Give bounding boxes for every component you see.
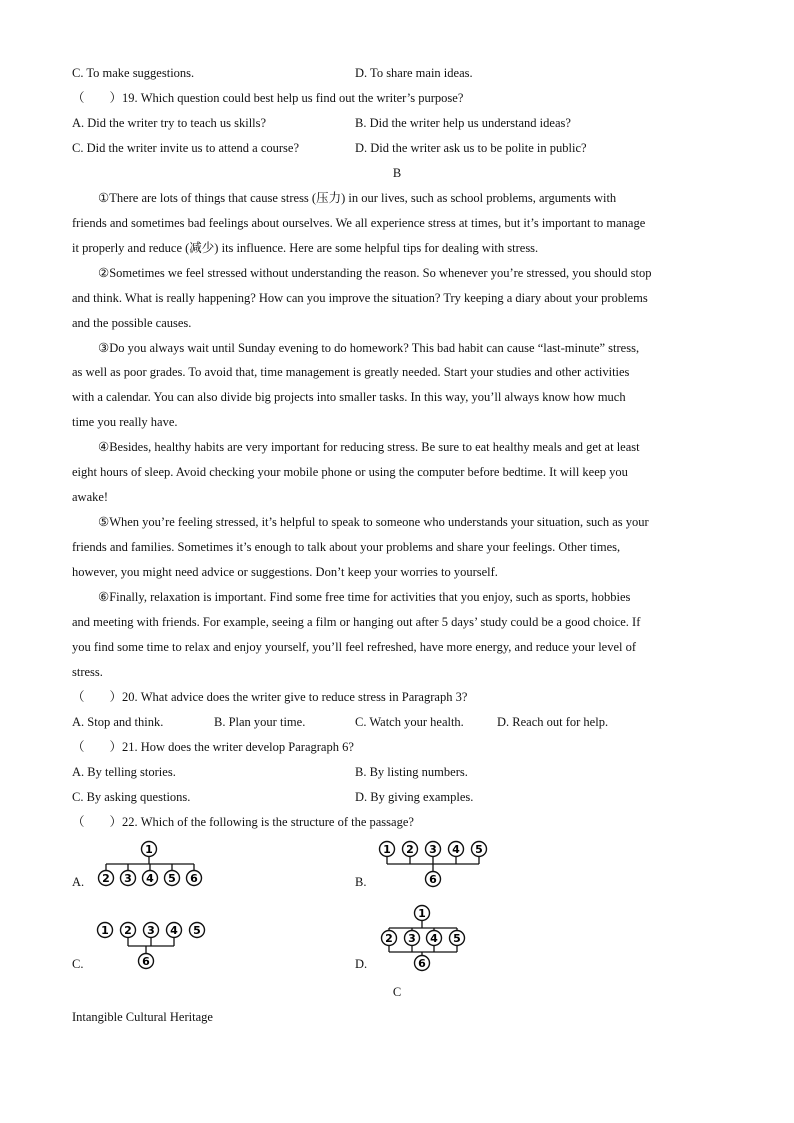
q20-option-b: B. Plan your time. [214, 715, 306, 729]
diagram-a-circled-5 [165, 871, 180, 886]
diagram-b-circled-2 [403, 842, 418, 857]
diagram-a-number-6: 6 [190, 872, 198, 885]
diagram-b-circled-5 [472, 842, 487, 857]
diagram-a-circled-3 [121, 871, 136, 886]
section-c-heading: C [392, 985, 402, 999]
paragraph-1-line-2: friends and sometimes bad feelings about ourselves. We all experience stress at times, but it’s important to manage [72, 216, 646, 230]
paragraph-6-line-1: ⑥Finally, relaxation is important. Find some free time for activities that you enjoy, such as sports, hobbies [98, 590, 631, 604]
diagram-b-number-3: 3 [429, 843, 437, 856]
paragraph-4-line-1: ④Besides, healthy habits are very important for reducing stress. Be sure to eat healthy meals and get at least [98, 440, 640, 454]
q21-option-a: A. By telling stories. [72, 765, 176, 779]
q20-option-c: C. Watch your health. [355, 715, 464, 729]
diagram-c-number-3: 3 [147, 924, 155, 937]
diagram-a-circled-1 [142, 842, 157, 857]
paragraph-4-line-3: awake! [72, 490, 109, 504]
q20-option-a: A. Stop and think. [72, 715, 164, 729]
paragraph-3-line-1: ③Do you always wait until Sunday evening to do homework? This bad habit can cause “last-minute” stress, [98, 341, 640, 355]
q22-option-a-label: A. [72, 875, 85, 889]
paragraph-6-line-2: and meeting with friends. For example, seeing a film or hanging out after 5 days’ study could be a good choice. If [72, 615, 641, 629]
diagram-a-circled-2 [99, 871, 114, 886]
diagram-c-circled-3 [144, 923, 159, 938]
diagram-a-circled-6 [187, 871, 202, 886]
diagram-c-number-6: 6 [142, 955, 150, 968]
diagram-a-number-1: 1 [145, 843, 153, 856]
diagram-a-number-2: 2 [102, 872, 110, 885]
q22-stem: （ ）22. Which of the following is the structure of the passage? [72, 815, 414, 829]
q22-option-d-label: D. [355, 957, 368, 971]
diagram-d-number-6: 6 [418, 957, 426, 970]
paragraph-3-line-4: time you really have. [72, 415, 178, 429]
paragraph-2-line-2: and think. What is really happening? How can you improve the situation? Try keeping a diary about your problems [72, 291, 648, 305]
section-b-heading: B [392, 166, 402, 180]
paragraph-6-line-3: you find some time to relax and enjoy yourself, you’ll feel refreshed, have more energy, and reduce your level of [72, 640, 637, 654]
diagram-d-number-1: 1 [418, 907, 426, 920]
diagram-d-number-4: 4 [430, 932, 438, 945]
structure-diagram-b [375, 840, 495, 890]
diagram-d-circled-3 [405, 931, 420, 946]
diagram-a-number-4: 4 [146, 872, 154, 885]
paragraph-5-line-3: however, you might need advice or suggestions. Don’t keep your worries to yourself. [72, 565, 498, 579]
diagram-d-circled-1 [415, 906, 430, 921]
diagram-d-number-2: 2 [385, 932, 393, 945]
diagram-d-circled-5 [450, 931, 465, 946]
diagram-c-number-5: 5 [193, 924, 201, 937]
diagram-b-circled-1 [380, 842, 395, 857]
diagram-b-number-5: 5 [475, 843, 483, 856]
q21-option-b: B. By listing numbers. [355, 765, 468, 779]
structure-diagram-c [92, 920, 212, 972]
q21-stem: （ ）21. How does the writer develop Paragraph 6? [72, 740, 354, 754]
paragraph-2-line-1: ②Sometimes we feel stressed without understanding the reason. So whenever you’re stressed, you should stop [98, 266, 652, 280]
structure-diagram-d [376, 904, 476, 972]
q19-option-d: D. Did the writer ask us to be polite in public? [355, 141, 587, 155]
diagram-a-number-3: 3 [124, 872, 132, 885]
q19-stem: （ ）19. Which question could best help us find out the writer’s purpose? [72, 91, 464, 105]
q20-option-d: D. Reach out for help. [497, 715, 609, 729]
diagram-c-number-1: 1 [101, 924, 109, 937]
structure-diagram-a [92, 838, 212, 888]
q20-stem: （ ）20. What advice does the writer give to reduce stress in Paragraph 3? [72, 690, 468, 704]
diagram-c-circled-4 [167, 923, 182, 938]
diagram-c-circled-2 [121, 923, 136, 938]
diagram-b-circled-3 [426, 842, 441, 857]
diagram-b-circled-6 [426, 872, 441, 887]
paragraph-3-line-3: with a calendar. You can also divide big projects into smaller tasks. In this way, you’ll always know how much [72, 390, 626, 404]
paragraph-1-line-3: it properly and reduce (减少) its influence. Here are some helpful tips for dealing with stress. [72, 241, 539, 255]
diagram-a-number-5: 5 [168, 872, 176, 885]
diagram-a-circled-4 [143, 871, 158, 886]
q18-option-c: C. To make suggestions. [72, 66, 195, 80]
q21-option-c: C. By asking questions. [72, 790, 191, 804]
diagram-b-number-1: 1 [383, 843, 391, 856]
q22-option-c-label: C. [72, 957, 84, 971]
diagram-c-circled-5 [190, 923, 205, 938]
diagram-d-number-5: 5 [453, 932, 461, 945]
paragraph-1-line-1: ①There are lots of things that cause stress (压力) in our lives, such as school problems, arguments with [98, 191, 617, 205]
paragraph-3-line-2: as well as poor grades. To avoid that, time management is greatly needed. Start your studies and other activities [72, 365, 630, 379]
q19-option-a: A. Did the writer try to teach us skills? [72, 116, 267, 130]
paragraph-5-line-1: ⑤When you’re feeling stressed, it’s helpful to speak to someone who understands your situation, such as your [98, 515, 649, 529]
diagram-d-number-3: 3 [408, 932, 416, 945]
diagram-d-circled-6 [415, 956, 430, 971]
q21-option-d: D. By giving examples. [355, 790, 474, 804]
paragraph-2-line-3: and the possible causes. [72, 316, 192, 330]
diagram-c-number-4: 4 [170, 924, 178, 937]
diagram-c-circled-1 [98, 923, 113, 938]
section-c-title: Intangible Cultural Heritage [72, 1010, 213, 1024]
paragraph-5-line-2: friends and families. Sometimes it’s enough to talk about your problems and share your feelings. Other times, [72, 540, 621, 554]
q22-option-b-label: B. [355, 875, 367, 889]
diagram-b-circled-4 [449, 842, 464, 857]
q19-option-c: C. Did the writer invite us to attend a course? [72, 141, 300, 155]
q18-option-d: D. To share main ideas. [355, 66, 473, 80]
diagram-d-circled-2 [382, 931, 397, 946]
diagram-b-number-6: 6 [429, 873, 437, 886]
diagram-b-number-2: 2 [406, 843, 414, 856]
diagram-c-number-2: 2 [124, 924, 132, 937]
diagram-b-number-4: 4 [452, 843, 460, 856]
q19-option-b: B. Did the writer help us understand ideas? [355, 116, 571, 130]
paragraph-6-line-4: stress. [72, 665, 103, 679]
diagram-c-circled-6 [139, 954, 154, 969]
paragraph-4-line-2: eight hours of sleep. Avoid checking your mobile phone or using the computer before bedtime. It will keep you [72, 465, 628, 479]
diagram-d-circled-4 [427, 931, 442, 946]
